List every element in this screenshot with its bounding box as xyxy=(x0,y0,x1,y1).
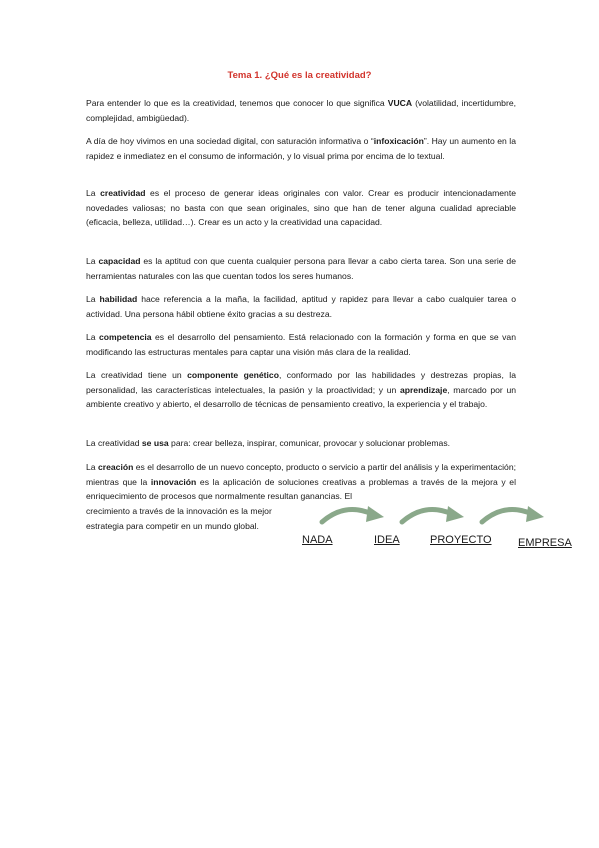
paragraph-habilidad xyxy=(86,292,516,321)
paragraph-creacion xyxy=(86,460,516,504)
paragraph-componente-genetico xyxy=(86,368,516,412)
bold-term: se usa xyxy=(141,438,169,448)
bold-term: creatividad xyxy=(100,188,146,198)
step-label-idea: IDEA xyxy=(374,534,400,546)
text: hace referencia a la maña, la facilidad, aptitud y rapidez para llevar a cabo cualquier tarea o actividad. Una persona hábil obtiene éxito gracias a su destreza. xyxy=(86,294,516,319)
page-title: Tema 1. ¿Qué es la creatividad? xyxy=(227,70,372,81)
bold-term: habilidad xyxy=(99,294,138,304)
step-label-nada: NADA xyxy=(302,534,333,546)
bold-term: capacidad xyxy=(98,256,141,266)
text: es la aplicación de soluciones creativas a problemas a través de la mejora y el enriquecimiento de procesos que normalmente resultan ganancias. El xyxy=(86,476,516,502)
bold-term: componente genético xyxy=(187,370,279,380)
arrow-shape xyxy=(322,510,372,523)
bold-term: aprendizaje xyxy=(399,384,448,395)
text: , marcado por un ambiente creativo y abierto, el desarrollo de técnicas de pensamiento creativo, la experiencia y el trabajo. xyxy=(86,384,516,410)
paragraph-crecimiento: crecimiento a través de la innovación es la mejor estrategia para competir en un mundo global. xyxy=(86,506,272,531)
process-diagram xyxy=(300,500,590,560)
bold-term: creación xyxy=(97,462,134,472)
bold-term: innovación xyxy=(150,476,197,487)
arrow-shape xyxy=(402,510,452,523)
text: Para entender lo que es la creatividad, tenemos que conocer lo que significa xyxy=(86,98,388,108)
paragraph-competencia xyxy=(86,330,516,359)
arrow-head xyxy=(446,506,464,522)
text: es la aptitud con que cuenta cualquier persona para llevar a cabo cierta tarea. Son una serie de herramientas naturales con las que cuentan todos los seres humanos. xyxy=(86,256,516,281)
text: La xyxy=(86,188,101,198)
text: La xyxy=(86,332,99,342)
arrow-head xyxy=(526,506,544,522)
bold-term: VUCA xyxy=(387,98,413,108)
text: (volatilidad, incertidumbre, complejidad, ambigüedad). xyxy=(86,98,516,123)
text: para: crear belleza, inspirar, comunicar, provocar y solucionar problemas. xyxy=(168,438,451,448)
text: es el proceso de generar ideas originales con valor. Crear es producir intencionadamente novedades valiosas; no basta con que sean originales, sino que han de tener alguna cualidad apreciable (eficacia, belleza, utilidad…). Crear es un acto y la creatividad una capacidad. xyxy=(86,188,516,228)
paragraph-infoxicacion xyxy=(86,134,516,163)
text: La xyxy=(86,462,98,472)
text: La creatividad tiene un xyxy=(86,370,188,380)
arrow-head xyxy=(366,506,384,522)
text: es el desarrollo del pensamiento. Está relacionado con la formación y forma en que se van modificando las estructuras mentales para captar una visión más clara de la realidad. xyxy=(86,332,516,357)
bold-term: infoxicación xyxy=(373,136,424,146)
arrows-graphic xyxy=(300,500,590,534)
text: es el desarrollo de un nuevo concepto, producto o servicio a partir del análisis y la experimentación; mientras que la xyxy=(86,462,516,487)
text: A día de hoy vivimos en una sociedad digital, con saturación informativa o “ xyxy=(86,136,374,146)
text: ”. Hay un aumento en la rapidez e inmediatez en el consumo de información, y lo visual prima por encima de lo textual. xyxy=(86,136,516,161)
text: La creatividad xyxy=(86,438,142,448)
text: , conformado por las habilidades y destrezas propias, la personalidad, las características intelectuales, la pasión y la proactividad; y un xyxy=(86,370,516,395)
text: La xyxy=(86,294,100,304)
arrow-shape xyxy=(482,510,532,523)
paragraph-capacidad xyxy=(86,254,516,283)
text: La xyxy=(86,256,99,266)
paragraph-vuca xyxy=(86,96,516,125)
step-label-empresa: EMPRESA xyxy=(518,537,572,549)
step-label-proyecto: PROYECTO xyxy=(430,534,492,546)
bold-term: competencia xyxy=(99,332,152,342)
paragraph-se-usa xyxy=(86,436,516,451)
paragraph-creatividad xyxy=(86,186,516,230)
